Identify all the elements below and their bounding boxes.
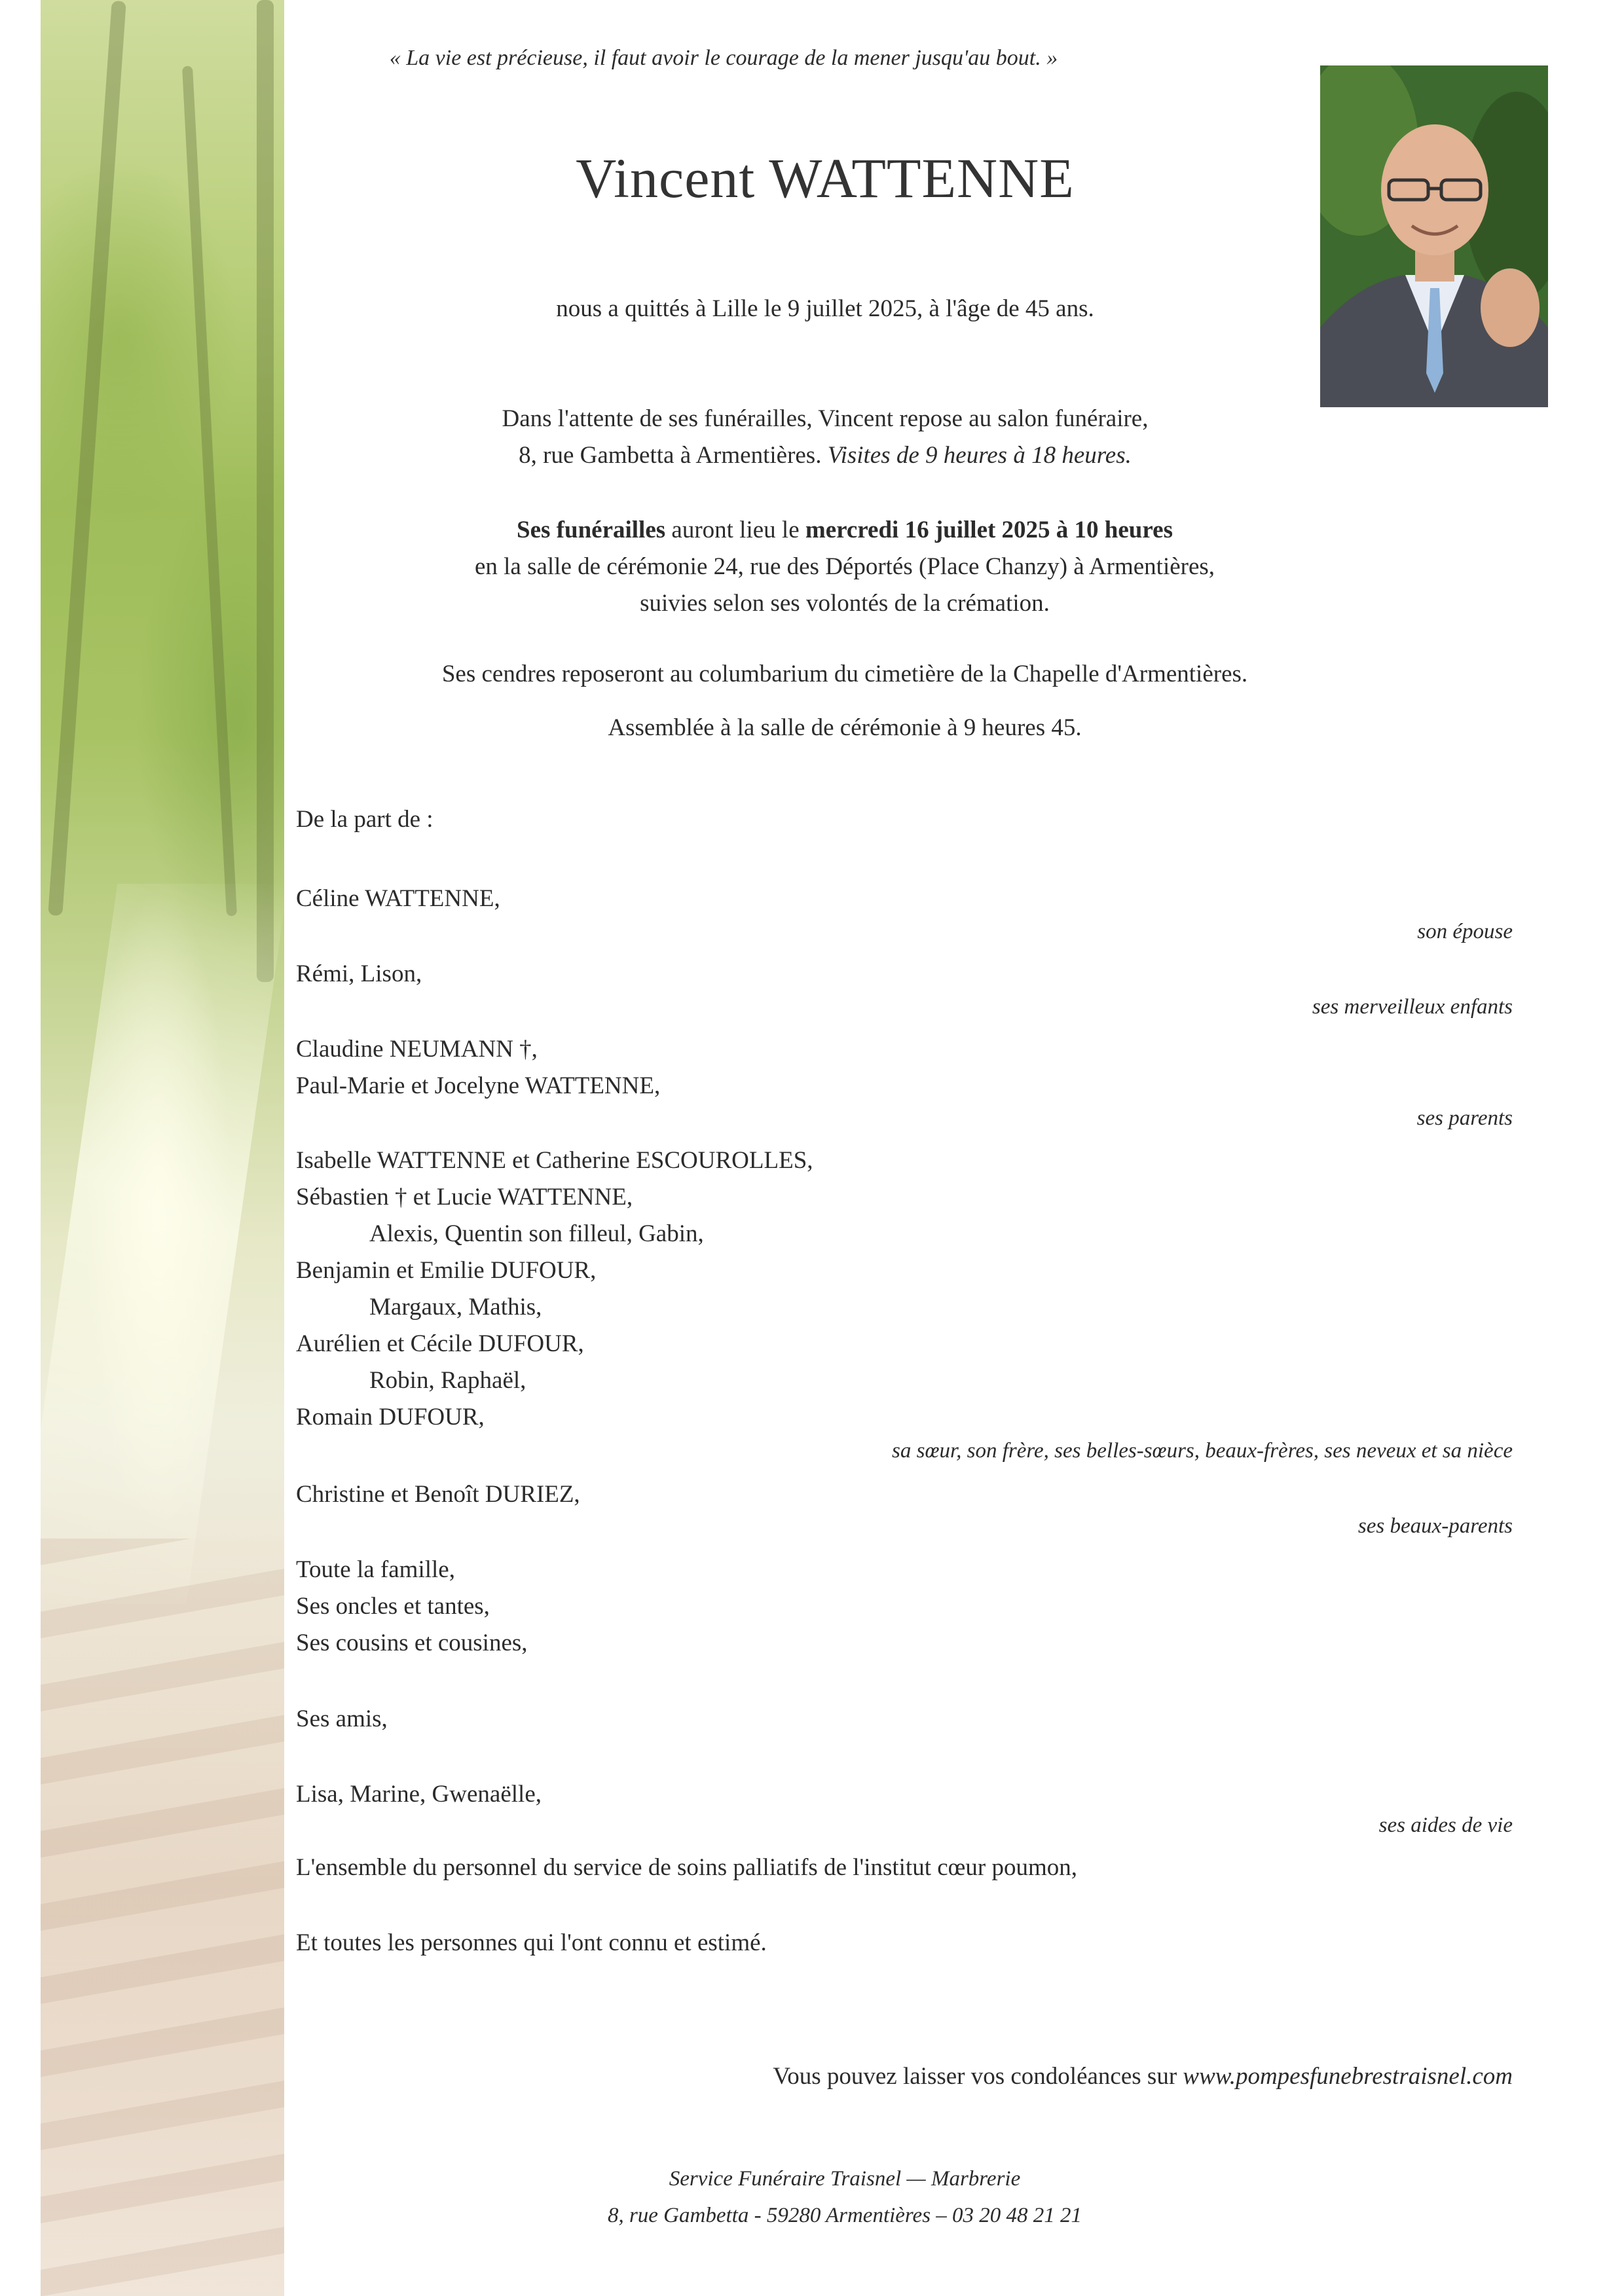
funeral-mid: auront lieu le	[665, 517, 805, 543]
family-children: Rémi, Lison,	[296, 960, 422, 987]
list-item: Romain DUFOUR,	[296, 1404, 485, 1430]
family-staff: L'ensemble du personnel du service de soins palliatifs de l'institut cœur poumon,	[296, 1854, 1077, 1881]
forest-road	[41, 1539, 284, 2296]
wake-address: 8, rue Gambetta à Armentières.	[519, 442, 822, 469]
relation-siblings: sa sœur, son frère, ses belles-sœurs, beaux-frères, ses neveux et sa nièce	[892, 1439, 1513, 1463]
death-notice: nous a quittés à Lille le 9 juillet 2025, à l'âge de 45 ans.	[556, 295, 1094, 322]
funeral-info	[282, 512, 1408, 622]
list-item: Toute la famille,	[296, 1556, 455, 1583]
list-item: Margaux, Mathis,	[369, 1294, 542, 1321]
tree-trunk	[182, 65, 237, 916]
wake-info	[347, 401, 1303, 474]
condolences-link[interactable]: www.pompesfunebrestraisnel.com	[1183, 2063, 1513, 2090]
family-aides: Lisa, Marine, Gwenaëlle,	[296, 1781, 542, 1808]
tree-trunk	[257, 0, 274, 982]
list-item: Benjamin et Emilie DUFOUR,	[296, 1257, 597, 1284]
family-inlaws: Christine et Benoît DURIEZ,	[296, 1481, 580, 1508]
condolences-line	[773, 2062, 1513, 2090]
family-siblings	[296, 1142, 813, 1436]
wake-line-2	[347, 437, 1303, 474]
family-parents-1: Claudine NEUMANN †,	[296, 1036, 538, 1063]
tree-trunk	[48, 1, 126, 916]
family-all: Et toutes les personnes qui l'ont connu et estimé.	[296, 1929, 767, 1956]
sun-rays	[41, 884, 284, 1604]
relation-spouse: son épouse	[1417, 920, 1513, 943]
quote: « La vie est précieuse, il faut avoir le courage de la mener jusqu'au bout. »	[389, 46, 1058, 70]
family-others	[296, 1552, 528, 1662]
family-friends: Ses amis,	[296, 1705, 388, 1732]
assembly-info: Assemblée à la salle de cérémonie à 9 heures 45.	[608, 714, 1082, 741]
family-parents-2: Paul-Marie et Jocelyne WATTENNE,	[296, 1072, 661, 1099]
list-item: Aurélien et Cécile DUFOUR,	[296, 1330, 584, 1357]
funeral-line-2: en la salle de cérémonie 24, rue des Déportés (Place Chanzy) à Armentières,	[474, 553, 1215, 580]
deceased-name: Vincent WATTENNE	[576, 147, 1075, 210]
list-item: Robin, Raphaël,	[369, 1367, 526, 1394]
footer-line-1: Service Funéraire Traisnel — Marbrerie	[669, 2167, 1021, 2191]
portrait-photo	[1320, 65, 1548, 407]
list-item: Alexis, Quentin son filleul, Gabin,	[369, 1220, 704, 1247]
relation-children: ses merveilleux enfants	[1312, 995, 1513, 1019]
condolences-text: Vous pouvez laisser vos condoléances sur	[773, 2063, 1183, 2090]
list-item: Ses oncles et tantes,	[296, 1593, 490, 1620]
funeral-line-1	[282, 512, 1408, 549]
relation-parents: ses parents	[1416, 1106, 1513, 1130]
funeral-title: Ses funérailles	[517, 517, 666, 543]
forest-banner-image	[41, 0, 284, 2296]
footer-line-2: 8, rue Gambetta - 59280 Armentières – 03 20 48 21 21	[607, 2204, 1082, 2227]
wake-line-1: Dans l'attente de ses funérailles, Vincent repose au salon funéraire,	[502, 405, 1149, 432]
ashes-info: Ses cendres reposeront au columbarium du cimetière de la Chapelle d'Armentières.	[441, 661, 1248, 687]
list-item: Sébastien † et Lucie WATTENNE,	[296, 1184, 633, 1211]
list-item: Ses cousins et cousines,	[296, 1630, 528, 1656]
family-parents	[296, 1031, 660, 1104]
from-label: De la part de :	[296, 806, 434, 833]
relation-aides: ses aides de vie	[1378, 1813, 1513, 1837]
funeral-home-footer	[282, 2160, 1408, 2234]
list-item: Isabelle WATTENNE et Catherine ESCOUROLLES,	[296, 1147, 813, 1174]
family-spouse: Céline WATTENNE,	[296, 885, 500, 912]
wake-visits: Visites de 9 heures à 18 heures.	[827, 442, 1132, 469]
relation-inlaws: ses beaux-parents	[1357, 1514, 1513, 1538]
funeral-line-3: suivies selon ses volontés de la crémation.	[640, 590, 1050, 617]
funeral-date: mercredi 16 juillet 2025 à 10 heures	[805, 517, 1173, 543]
